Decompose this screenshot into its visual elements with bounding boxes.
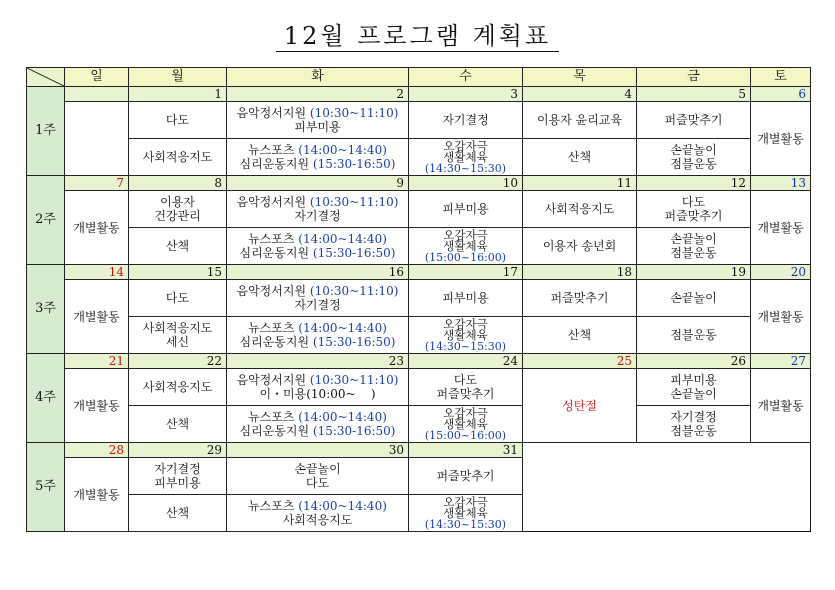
program-cell	[637, 406, 751, 443]
program-cell	[227, 317, 409, 354]
program-name: 손끝놀이	[670, 143, 717, 157]
program-cell: 사회적응지도	[129, 139, 227, 176]
program-name: 생활체육	[443, 327, 488, 342]
program-cell: 피부미용	[409, 280, 523, 317]
date-cell: 2	[227, 87, 409, 102]
program-time: (14:30~15:30)	[424, 161, 507, 175]
program-name: 퍼즐맞추기	[436, 387, 495, 401]
program-time: (10:30~11:10)	[309, 195, 399, 209]
date-cell: 27	[751, 354, 811, 369]
date-cell: 22	[129, 354, 227, 369]
date-cell: 8	[129, 176, 227, 191]
date-cell: 18	[523, 265, 637, 280]
program-name: 퍼즐맞추기	[664, 113, 723, 127]
date-cell: 29	[129, 443, 227, 458]
program-name: 오감자극	[443, 138, 488, 153]
program-cell: 산책	[129, 406, 227, 443]
program-cell	[227, 102, 409, 139]
page-title	[0, 16, 835, 51]
program-cell: 사회적응지도	[129, 369, 227, 406]
week-label: 4주	[27, 354, 65, 443]
program-time: (10:30~11:10)	[309, 373, 399, 387]
title-text: 12월 프로그램 계획표	[276, 22, 559, 52]
date-cell: 15	[129, 265, 227, 280]
program-name: 이・미용(10:00~ )	[259, 387, 376, 401]
program-name: 생활체육	[443, 505, 488, 520]
date-cell: 3	[409, 87, 523, 102]
program-time: (15:00~16:00)	[424, 250, 507, 264]
program-cell	[227, 228, 409, 265]
program-name: 생활체육	[443, 238, 488, 253]
program-cell	[409, 406, 523, 443]
header-sat: 토	[751, 68, 811, 87]
program-name: 자기결정	[294, 298, 341, 312]
program-cell	[129, 458, 227, 495]
program-cell: 개별활동	[65, 458, 129, 532]
header-mon: 월	[129, 68, 227, 87]
program-name: 이용자	[160, 195, 195, 209]
date-cell: 16	[227, 265, 409, 280]
week1-am-row	[27, 102, 811, 139]
program-name: 사회적응지도	[142, 321, 213, 335]
program-cell	[409, 495, 523, 532]
program-cell: 손끝놀이	[637, 280, 751, 317]
program-cell: 개별활동	[751, 369, 811, 443]
program-time: (14:30~15:30)	[424, 517, 507, 531]
program-name: 손끝놀이	[670, 232, 717, 246]
program-name: 손끝놀이	[670, 387, 717, 401]
program-cell	[637, 102, 751, 139]
program-cell	[637, 139, 751, 176]
week3-pm-row	[27, 317, 811, 354]
date-cell: 31	[409, 443, 523, 458]
program-name: 오감자극	[443, 494, 488, 509]
program-name: 점블운동	[670, 246, 717, 260]
week-label: 1주	[27, 87, 65, 176]
date-cell: 28	[65, 443, 129, 458]
date-cell: 19	[637, 265, 751, 280]
program-name: 오감자극	[443, 227, 488, 242]
program-cell	[227, 495, 409, 532]
program-cell: 산책	[129, 495, 227, 532]
program-time: (14:00~14:40)	[298, 321, 387, 335]
date-cell: 1	[129, 87, 227, 102]
program-time: (10:30~11:10)	[309, 106, 399, 120]
corner-cell	[27, 68, 65, 87]
program-name: 퍼즐맞추기	[664, 209, 723, 223]
program-cell: 개별활동	[65, 191, 129, 265]
week-label: 5주	[27, 443, 65, 532]
header-tue: 화	[227, 68, 409, 87]
program-time: (14:00~14:40)	[298, 499, 387, 513]
program-name: 점블운동	[670, 157, 717, 171]
date-cell: 30	[227, 443, 409, 458]
program-time: (10:30~11:10)	[309, 284, 399, 298]
program-cell	[227, 139, 409, 176]
empty-area	[523, 443, 811, 532]
program-cell: 산책	[129, 228, 227, 265]
program-cell: 산책	[523, 317, 637, 354]
program-name: 심리운동지원	[239, 246, 310, 260]
program-name: 심리운동지원	[239, 424, 310, 438]
week-label: 2주	[27, 176, 65, 265]
program-name: 손끝놀이	[294, 462, 341, 476]
week-label: 3주	[27, 265, 65, 354]
date-cell: 11	[523, 176, 637, 191]
week4-pm-row	[27, 406, 811, 443]
week4-date-row	[27, 354, 811, 369]
program-cell	[409, 317, 523, 354]
date-cell: 10	[409, 176, 523, 191]
header-fri: 금	[637, 68, 751, 87]
program-cell	[227, 458, 409, 495]
program-cell	[129, 191, 227, 228]
program-time: (14:00~14:40)	[298, 410, 387, 424]
program-name: 심리운동지원	[239, 335, 310, 349]
program-name: 건강관리	[154, 209, 201, 223]
program-name: 피부미용	[670, 373, 717, 387]
program-cell	[409, 228, 523, 265]
program-cell	[227, 280, 409, 317]
date-cell: 4	[523, 87, 637, 102]
date-cell: 25	[523, 354, 637, 369]
program-name: 다도	[305, 476, 330, 490]
date-cell: 20	[751, 265, 811, 280]
program-cell: 이용자 윤리교육	[523, 102, 637, 139]
program-cell: 다도	[129, 280, 227, 317]
header-row	[27, 68, 811, 87]
program-cell: 개별활동	[751, 102, 811, 176]
program-cell	[637, 228, 751, 265]
program-cell: 개별활동	[65, 280, 129, 354]
program-cell	[129, 317, 227, 354]
week1-pm-row	[27, 139, 811, 176]
date-cell: 17	[409, 265, 523, 280]
program-name: 오감자극	[443, 405, 488, 420]
week3-date-row	[27, 265, 811, 280]
schedule-table	[26, 67, 811, 532]
program-name: 음악정서지원	[236, 106, 307, 120]
program-name: 피부미용	[154, 476, 201, 490]
program-name: 자기결정	[670, 410, 717, 424]
program-cell	[637, 369, 751, 406]
week5-date-row	[27, 443, 811, 458]
week2-pm-row	[27, 228, 811, 265]
week2-am-row	[27, 191, 811, 228]
program-name: 심리운동지원	[239, 157, 310, 171]
program-name: 피부미용	[294, 120, 341, 134]
program-cell: 자기결정	[409, 102, 523, 139]
date-cell	[65, 87, 129, 102]
date-cell: 5	[637, 87, 751, 102]
week3-am-row	[27, 280, 811, 317]
date-cell: 14	[65, 265, 129, 280]
program-cell: 개별활동	[751, 191, 811, 265]
program-cell: 점블운동	[637, 317, 751, 354]
date-cell: 23	[227, 354, 409, 369]
date-cell: 6	[751, 87, 811, 102]
program-name: 오감자극	[443, 316, 488, 331]
header-wed: 수	[409, 68, 523, 87]
program-name: 음악정서지원	[236, 284, 307, 298]
program-name: 음악정서지원	[236, 195, 307, 209]
program-cell	[227, 191, 409, 228]
program-name: 뉴스포츠	[248, 410, 295, 424]
week4-am-row	[27, 369, 811, 406]
program-name: 음악정서지원	[236, 373, 307, 387]
program-cell: 사회적응지도	[523, 191, 637, 228]
program-cell: 산책	[523, 139, 637, 176]
program-name: 세신	[165, 335, 190, 349]
program-cell	[65, 102, 129, 176]
program-time: (14:00~14:40)	[298, 143, 387, 157]
program-cell: 다도	[129, 102, 227, 139]
program-time: (14:00~14:40)	[298, 232, 387, 246]
date-cell: 12	[637, 176, 751, 191]
program-cell	[409, 139, 523, 176]
program-cell: 피부미용	[409, 191, 523, 228]
program-time: (15:30-16:50)	[312, 157, 396, 171]
program-cell: 이용자 송년회	[523, 228, 637, 265]
program-name: 점블운동	[670, 424, 717, 438]
program-name: 자기결정	[294, 209, 341, 223]
program-cell	[227, 369, 409, 406]
program-name: 생활체육	[443, 149, 488, 164]
program-name: 뉴스포츠	[248, 232, 295, 246]
date-cell: 26	[637, 354, 751, 369]
date-cell: 7	[65, 176, 129, 191]
program-cell: 퍼즐맞추기	[523, 280, 637, 317]
date-cell: 21	[65, 354, 129, 369]
program-cell	[409, 369, 523, 406]
program-time: (14:30~15:30)	[424, 339, 507, 353]
week2-date-row	[27, 176, 811, 191]
program-cell	[227, 406, 409, 443]
header-thu: 목	[523, 68, 637, 87]
program-name: 다도	[681, 195, 706, 209]
program-time: (15:30-16:50)	[312, 246, 396, 260]
program-time: (15:30-16:50)	[312, 335, 396, 349]
week1-date-row	[27, 87, 811, 102]
program-cell: 개별활동	[751, 280, 811, 354]
program-name: 생활체육	[443, 416, 488, 431]
holiday-cell: 성탄절	[523, 369, 637, 443]
date-cell: 24	[409, 354, 523, 369]
program-name: 자기결정	[154, 462, 201, 476]
program-name: 뉴스포츠	[248, 143, 295, 157]
program-cell	[637, 191, 751, 228]
program-name: 뉴스포츠	[248, 321, 295, 335]
program-name: 뉴스포츠	[248, 499, 295, 513]
date-cell: 9	[227, 176, 409, 191]
program-name: 다도	[453, 373, 478, 387]
program-cell: 개별활동	[65, 369, 129, 443]
header-sun: 일	[65, 68, 129, 87]
program-name: 사회적응지도	[282, 513, 353, 527]
program-time: (15:30-16:50)	[312, 424, 396, 438]
program-cell: 퍼즐맞추기	[409, 458, 523, 495]
program-time: (15:00~16:00)	[424, 428, 507, 442]
date-cell: 13	[751, 176, 811, 191]
